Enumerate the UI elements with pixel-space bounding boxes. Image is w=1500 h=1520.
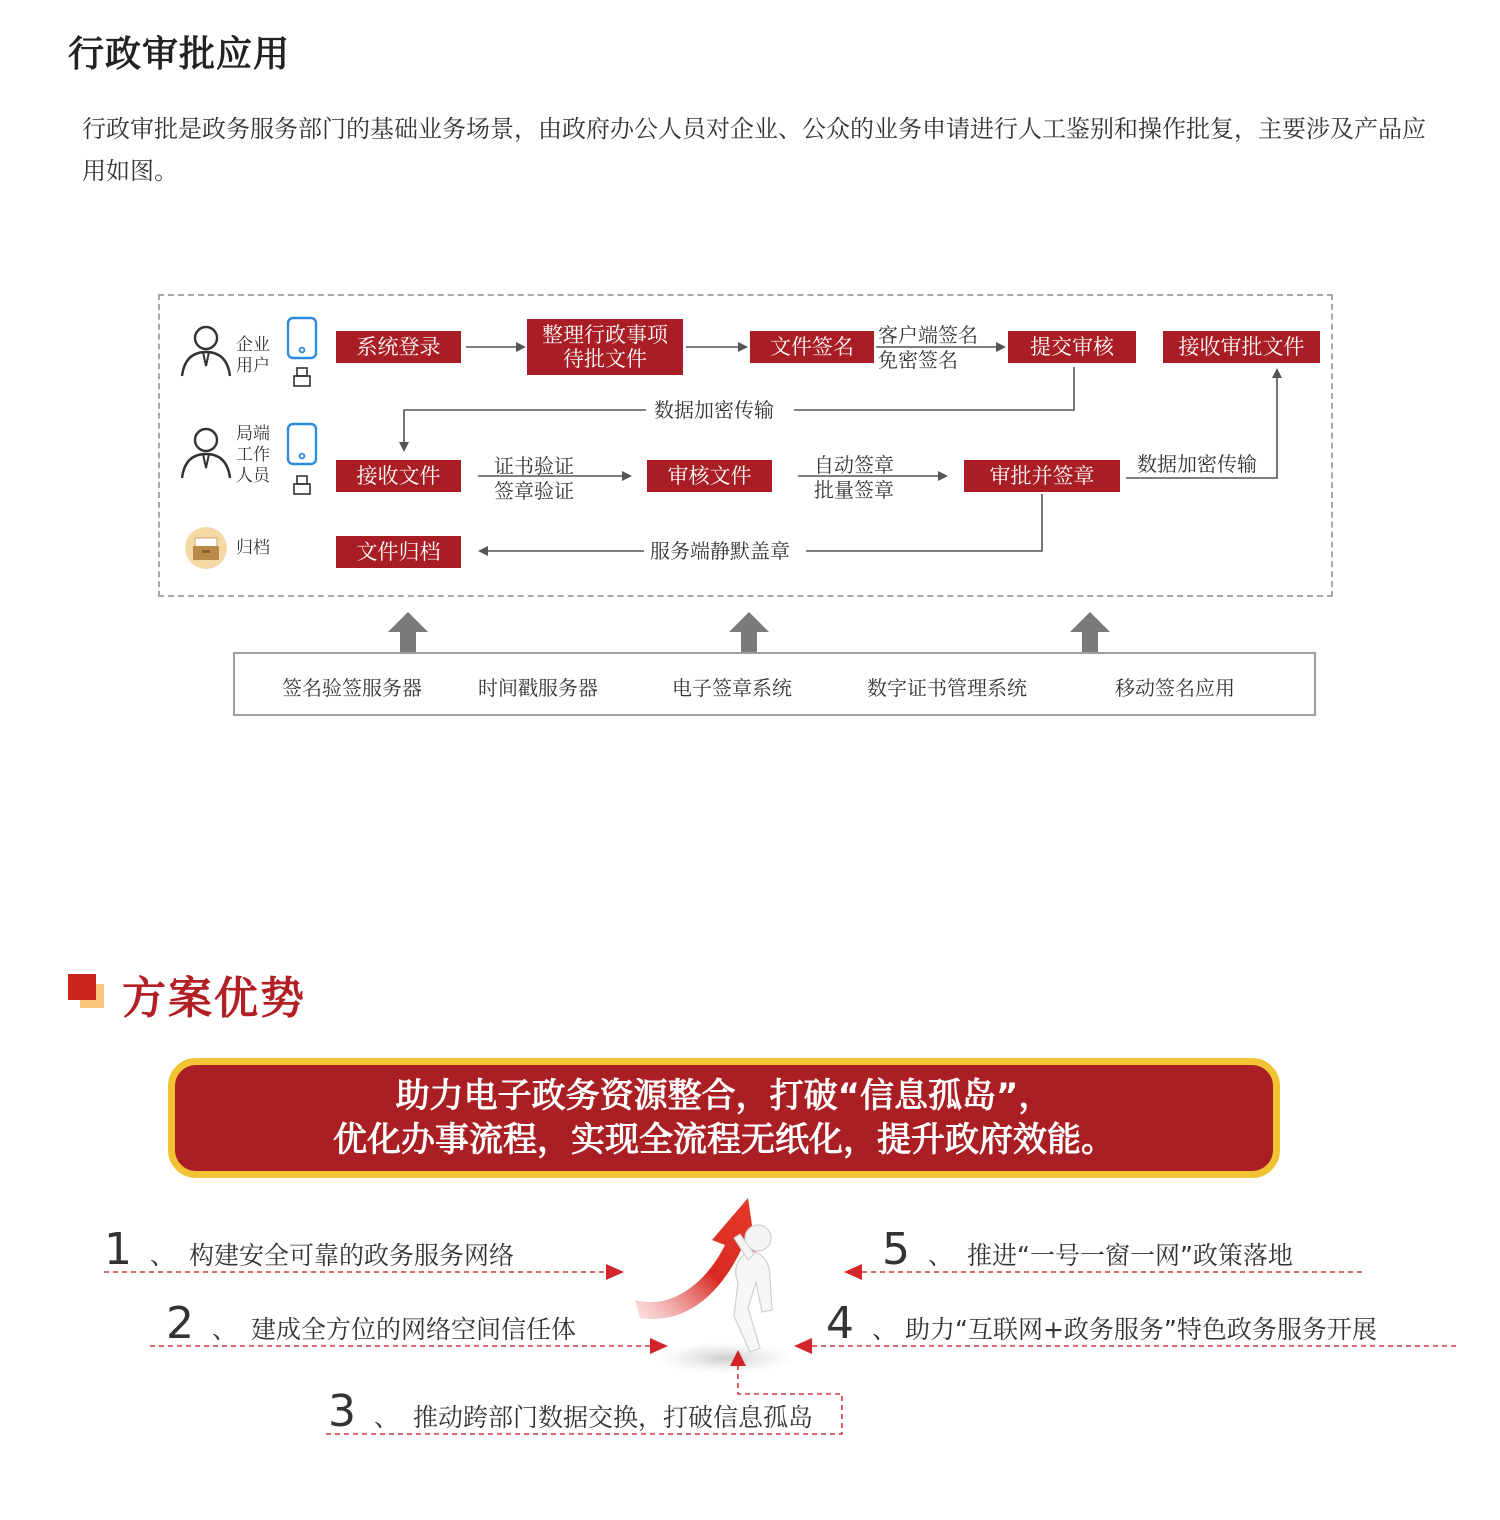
up-arrow-icon — [388, 612, 428, 652]
banner-line-1: 助力电子政务资源整合，打破“信息孤岛”， — [395, 1076, 1053, 1116]
arrow-submit-to-receive-file — [794, 367, 1074, 410]
edge-label-seal-verify: 签章验证 — [494, 479, 574, 503]
usb-key-icon — [292, 474, 312, 496]
up-arrow-icon — [729, 612, 769, 652]
role-archive: 归档 — [236, 538, 270, 558]
advantage-point-4: 4 、 助力“互联网+政务服务”特色政务服务开展 — [826, 1298, 1377, 1349]
role-bureau-staff: 局端 工作 人员 — [236, 424, 270, 486]
advantages-banner — [168, 1058, 1280, 1178]
advantages-title: 方案优势 — [122, 973, 306, 1024]
step-approve-and-seal: 审批并签章 — [964, 460, 1120, 492]
infra-sign-verify-server: 签名验签服务器 — [282, 676, 422, 700]
usb-key-icon — [292, 366, 312, 388]
mobile-phone-icon — [286, 422, 318, 466]
up-arrow-icon — [1070, 612, 1110, 652]
infra-mobile-sign-app: 移动签名应用 — [1115, 676, 1235, 700]
banner-line-2: 优化办事流程，实现全流程无纸化，提升政府效能。 — [333, 1120, 1115, 1160]
step-submit-review: 提交审核 — [1008, 331, 1136, 363]
edge-label-encrypt-transfer: 数据加密传输 — [654, 398, 774, 422]
step-organize-pending-files: 整理行政事项 待批文件 — [527, 319, 683, 375]
edge-label-nopwd-sign: 免密签名 — [878, 348, 958, 372]
arrow-encrypt-to-receive-file — [404, 410, 646, 450]
section-title: 行政审批应用 — [68, 34, 291, 75]
person-icon — [178, 322, 234, 378]
advantage-point-5: 5 、 推进“一号一窗一网”政策落地 — [882, 1224, 1293, 1275]
edge-label-batch-seal: 批量签章 — [814, 478, 894, 502]
step-receive-file: 接收文件 — [336, 460, 461, 492]
pointer-head-3 — [730, 1350, 746, 1366]
archive-box-icon — [184, 526, 228, 570]
edge-label-client-sign: 客户端签名 — [878, 323, 978, 347]
edge-label-auto-seal: 自动签章 — [814, 453, 894, 477]
step-review-file: 审核文件 — [647, 460, 772, 492]
pointer-head-1 — [606, 1264, 624, 1280]
arrow-approve-to-server-seal — [806, 494, 1042, 551]
step-system-login: 系统登录 — [336, 331, 461, 363]
intro-paragraph: 行政审批是政务服务部门的基础业务场景，由政府办公人员对企业、公众的业务申请进行人工鉴别和操作批复，主要涉及产品应用如图。 — [82, 115, 1426, 185]
edge-label-server-silent-seal: 服务端静默盖章 — [650, 539, 790, 563]
advantage-point-3: 3 、 推动跨部门数据交换，打破信息孤岛 — [328, 1386, 814, 1437]
infra-e-seal-system: 电子签章系统 — [672, 676, 792, 700]
advantage-point-1: 1 、 构建安全可靠的政务服务网络 — [104, 1224, 515, 1275]
section-bullet-icon — [66, 972, 108, 1012]
infra-cert-management-system: 数字证书管理系统 — [867, 676, 1027, 700]
pointer-head-2 — [650, 1338, 668, 1354]
role-enterprise-user: 企业 用户 — [236, 335, 270, 376]
mobile-phone-icon — [286, 316, 318, 360]
step-file-archive: 文件归档 — [336, 536, 461, 568]
infra-timestamp-server: 时间戳服务器 — [478, 676, 598, 700]
edge-label-encrypt-transfer-2: 数据加密传输 — [1137, 452, 1257, 476]
pointer-head-4 — [794, 1338, 812, 1354]
person-icon — [178, 424, 234, 480]
step-file-signing: 文件签名 — [750, 331, 874, 363]
advantage-point-2: 2 、 建成全方位的网络空间信任体 — [166, 1298, 577, 1349]
pointer-head-5 — [844, 1264, 862, 1280]
step-receive-approval-file: 接收审批文件 — [1163, 331, 1320, 363]
edge-label-cert-verify: 证书验证 — [494, 454, 574, 478]
